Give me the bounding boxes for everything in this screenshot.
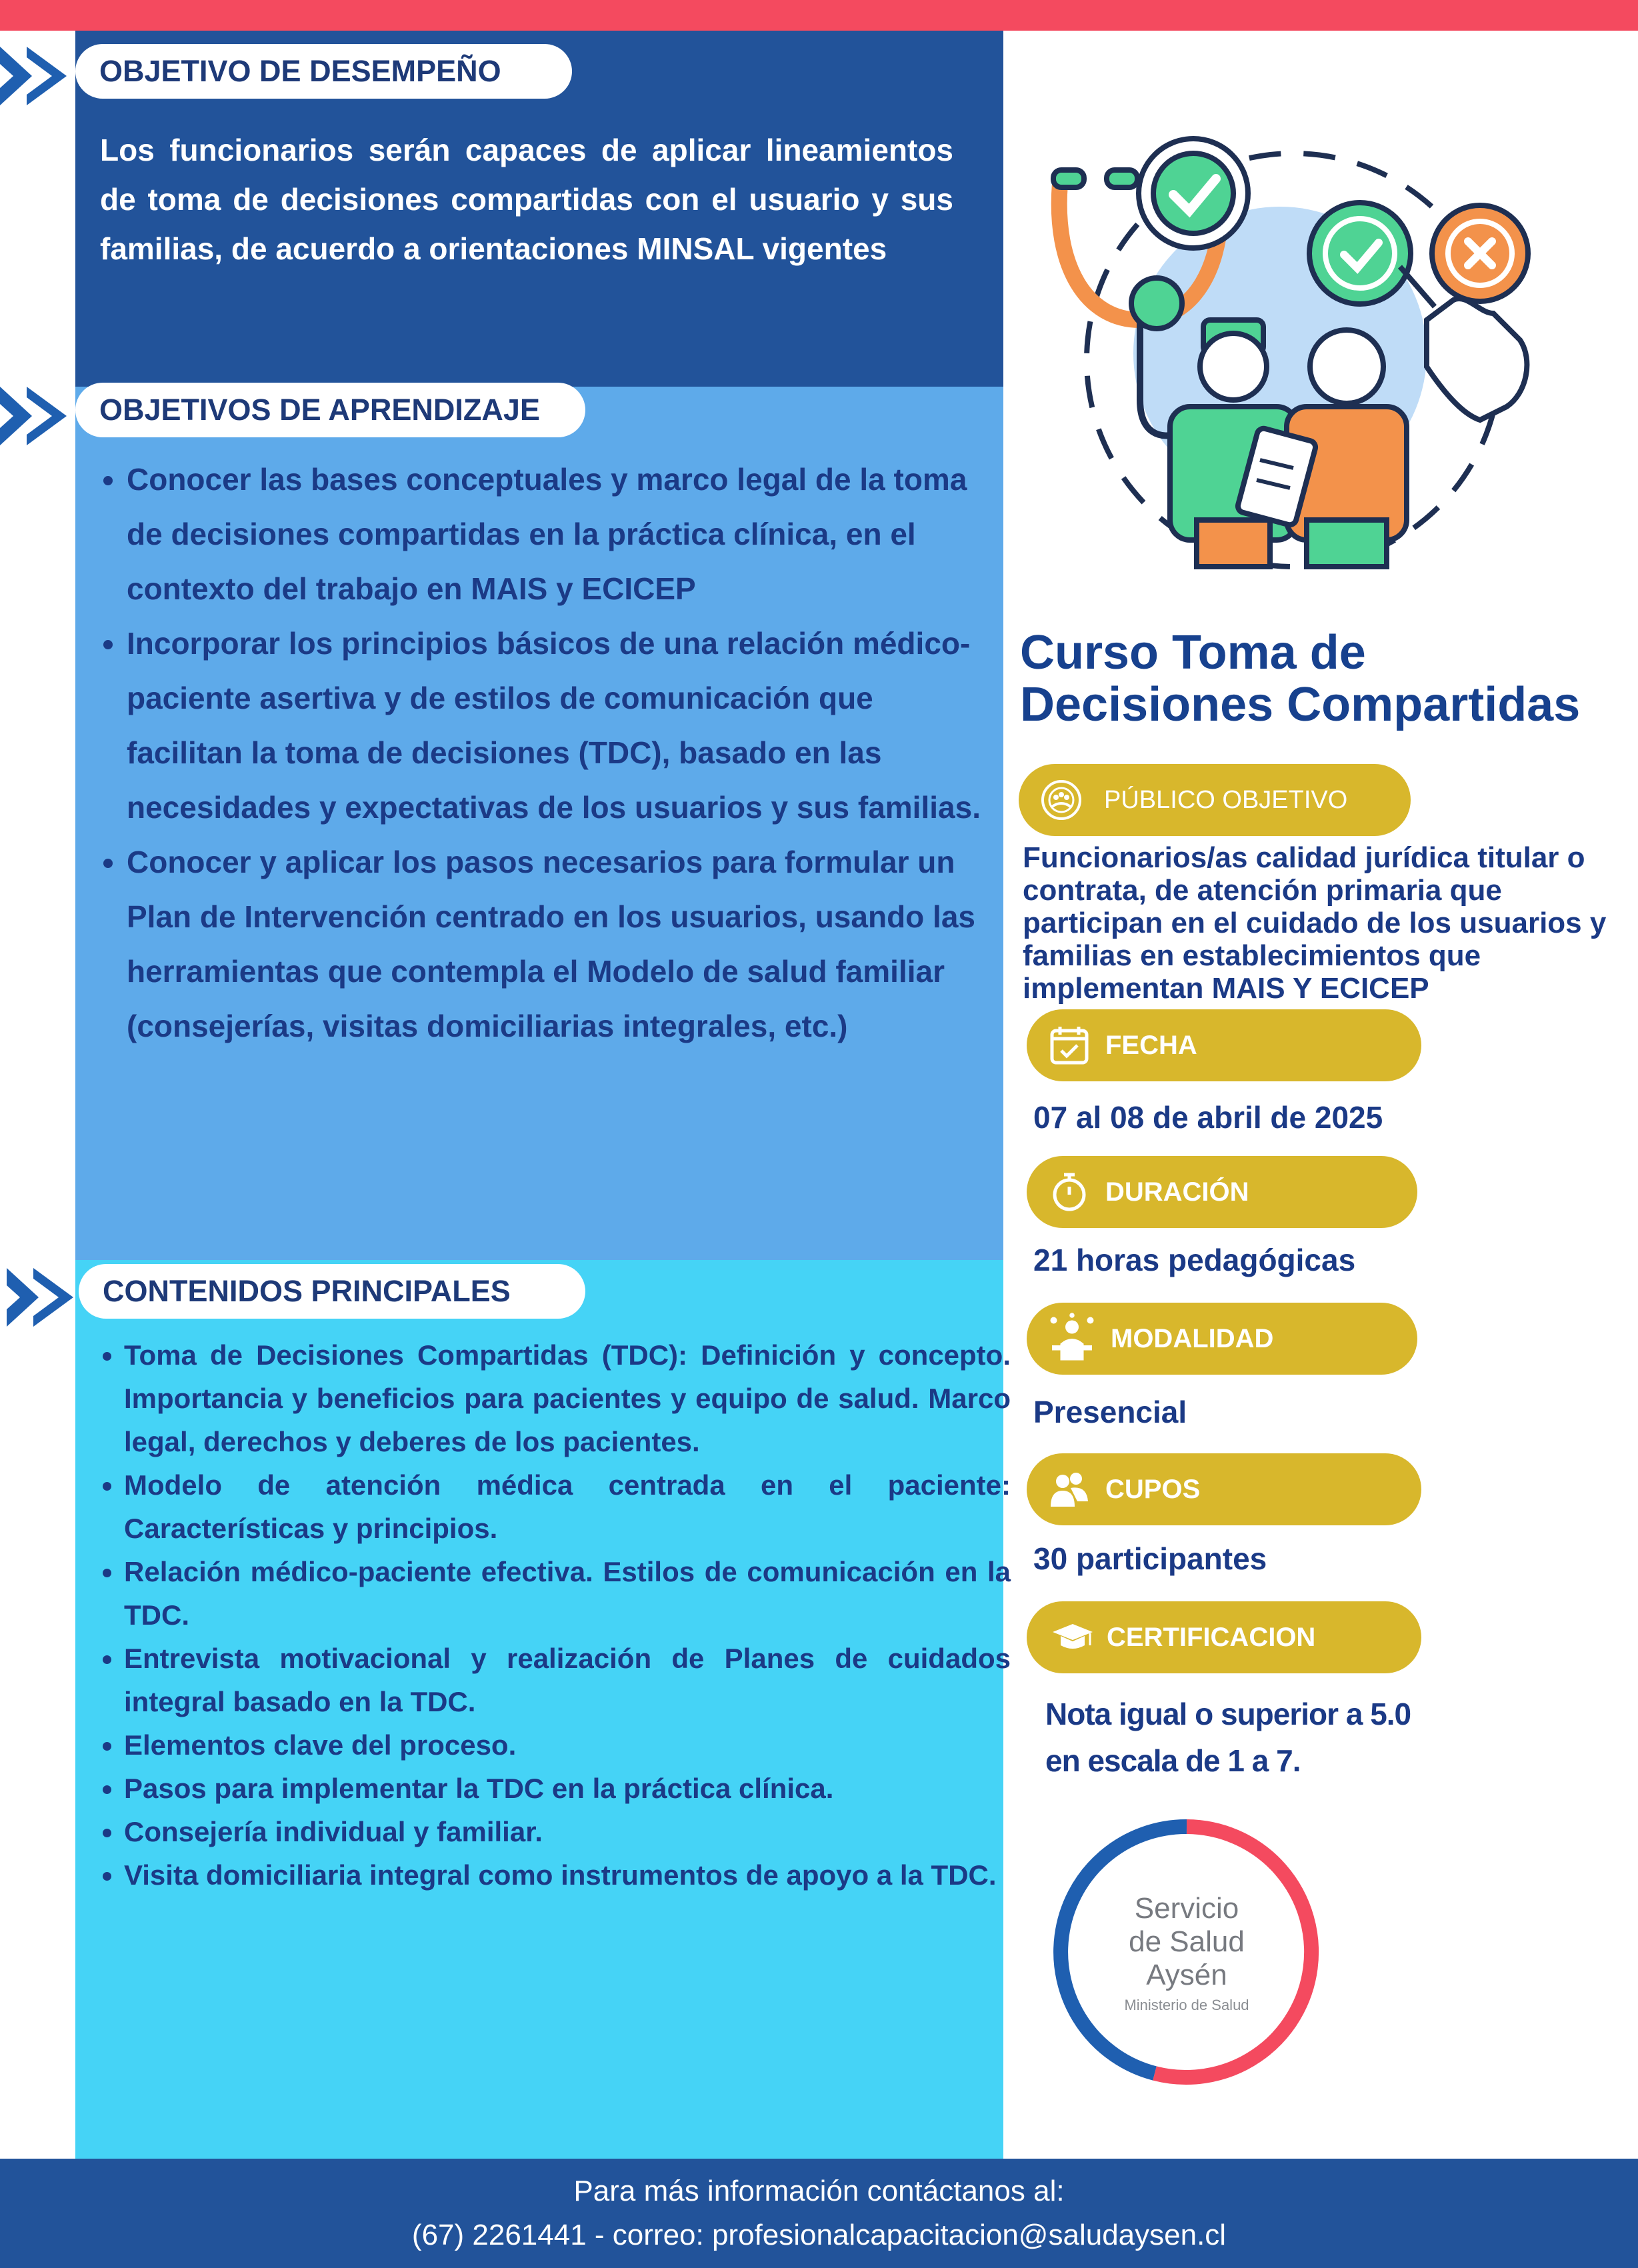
chevron-arrow-icon bbox=[0, 41, 73, 111]
list-item: • Modelo de atención médica centrada en el paciente: Características y principios. bbox=[124, 1463, 1011, 1550]
people-icon bbox=[1048, 1468, 1091, 1511]
course-title-line1: Curso Toma de bbox=[1020, 626, 1366, 679]
list-item: • Entrevista motivacional y realización de Planes de cuidados integral basado en la TDC. bbox=[124, 1637, 1011, 1723]
certificacion-value-line2: en escala de 1 a 7. bbox=[1045, 1743, 1301, 1778]
certificacion-value bbox=[1045, 1691, 1411, 1784]
logo-line1: Servicio bbox=[1134, 1892, 1239, 1925]
stopwatch-icon bbox=[1048, 1171, 1091, 1213]
chevron-arrow-icon bbox=[7, 1263, 80, 1332]
main-contents-title: CONTENIDOS PRINCIPALES bbox=[79, 1264, 585, 1319]
list-item: • Consejería individual y familiar. bbox=[124, 1810, 1011, 1853]
duracion-value: 21 horas pedagógicas bbox=[1033, 1243, 1356, 1277]
calendar-icon bbox=[1048, 1024, 1091, 1067]
graduation-cap-icon bbox=[1048, 1616, 1097, 1659]
performance-objective-text: Los funcionarios serán capaces de aplicar lineamientos de toma de decisiones compartidas con el usuario y sus familias, de acuerdo a orientaciones MINSAL vigentes bbox=[100, 133, 953, 266]
certificacion-label: CERTIFICACION bbox=[1107, 1623, 1316, 1652]
modalidad-label: MODALIDAD bbox=[1111, 1324, 1274, 1353]
learning-objectives-list bbox=[100, 452, 993, 1053]
learning-objectives-title: OBJETIVOS DE APRENDIZAJE bbox=[75, 383, 585, 437]
servicio-salud-aysen-logo bbox=[1048, 1813, 1325, 2091]
shared-decision-illustration bbox=[1027, 120, 1560, 573]
tag-publico-objetivo bbox=[1019, 764, 1411, 836]
list-item: • Elementos clave del proceso. bbox=[124, 1723, 1011, 1767]
performance-objective-title: OBJETIVO DE DESEMPEÑO bbox=[75, 44, 572, 99]
fecha-label: FECHA bbox=[1105, 1031, 1197, 1060]
tag-cupos bbox=[1027, 1453, 1421, 1525]
tag-fecha bbox=[1027, 1009, 1421, 1081]
cupos-value: 30 participantes bbox=[1033, 1541, 1267, 1576]
publico-objetivo-label: PÚBLICO OBJETIVO bbox=[1104, 786, 1348, 814]
top-accent-bar bbox=[0, 0, 1638, 31]
logo-text bbox=[1048, 1892, 1325, 2019]
duracion-label: DURACIÓN bbox=[1105, 1177, 1249, 1207]
list-item: • Conocer y aplicar los pasos necesarios para formular un Plan de Intervención centrado en los usuarios, usando las herramientas que contempla el Modelo de salud familiar (consejerías, visitas domiciliarias integrales, etc.) bbox=[127, 835, 993, 1053]
list-item: • Conocer las bases conceptuales y marco legal de la toma de decisiones compartidas en la práctica clínica, en el contexto del trabajo en MAIS y ECICEP bbox=[127, 452, 993, 616]
course-title bbox=[1020, 627, 1633, 731]
cupos-label: CUPOS bbox=[1105, 1475, 1201, 1504]
certificacion-value-line1: Nota igual o superior a 5.0 bbox=[1045, 1697, 1411, 1731]
logo-line2: de Salud bbox=[1129, 1925, 1245, 1958]
logo-line3: Aysén bbox=[1146, 1959, 1227, 1991]
tag-duracion bbox=[1027, 1156, 1417, 1228]
list-item: • Visita domiciliaria integral como instrumentos de apoyo a la TDC. bbox=[124, 1853, 1011, 1897]
fecha-value: 07 al 08 de abril de 2025 bbox=[1033, 1100, 1383, 1135]
footer-contact bbox=[0, 2159, 1638, 2268]
list-item: • Incorporar los principios básicos de una relación médico-paciente asertiva y de estilos de comunicación que facilitan la toma de decisiones (TDC), basado en las necesidades y expectativas de los usuarios y sus familias. bbox=[127, 616, 993, 835]
footer-line1: Para más información contáctanos al: bbox=[573, 2175, 1065, 2207]
main-contents-list bbox=[100, 1333, 1011, 1897]
chevron-arrow-icon bbox=[0, 381, 73, 451]
course-title-line2: Decisiones Compartidas bbox=[1020, 678, 1581, 731]
tag-modalidad bbox=[1027, 1303, 1417, 1375]
footer-line2[interactable]: (67) 2261441 - correo: profesionalcapacitacion@saludaysen.cl bbox=[411, 2219, 1227, 2251]
list-item: • Toma de Decisiones Compartidas (TDC): Definición y concepto. Importancia y beneficios para pacientes y equipo de salud. Marco legal, derechos y deberes de los pacientes. bbox=[124, 1333, 1011, 1463]
list-item: • Relación médico-paciente efectiva. Estilos de comunicación en la TDC. bbox=[124, 1550, 1011, 1637]
list-item: • Pasos para implementar la TDC en la práctica clínica. bbox=[124, 1767, 1011, 1810]
tag-certificacion bbox=[1027, 1601, 1421, 1673]
presenter-icon bbox=[1045, 1312, 1099, 1365]
publico-objetivo-value: Funcionarios/as calidad jurídica titular o contrata, de atención primaria que participan en el cuidado de los usuarios y familias en establecimientos que implementan MAIS Y ECICEP bbox=[1023, 841, 1607, 1005]
modalidad-value: Presencial bbox=[1033, 1395, 1187, 1429]
logo-line4: Ministerio de Salud bbox=[1124, 1997, 1249, 2013]
group-target-icon bbox=[1040, 779, 1083, 821]
